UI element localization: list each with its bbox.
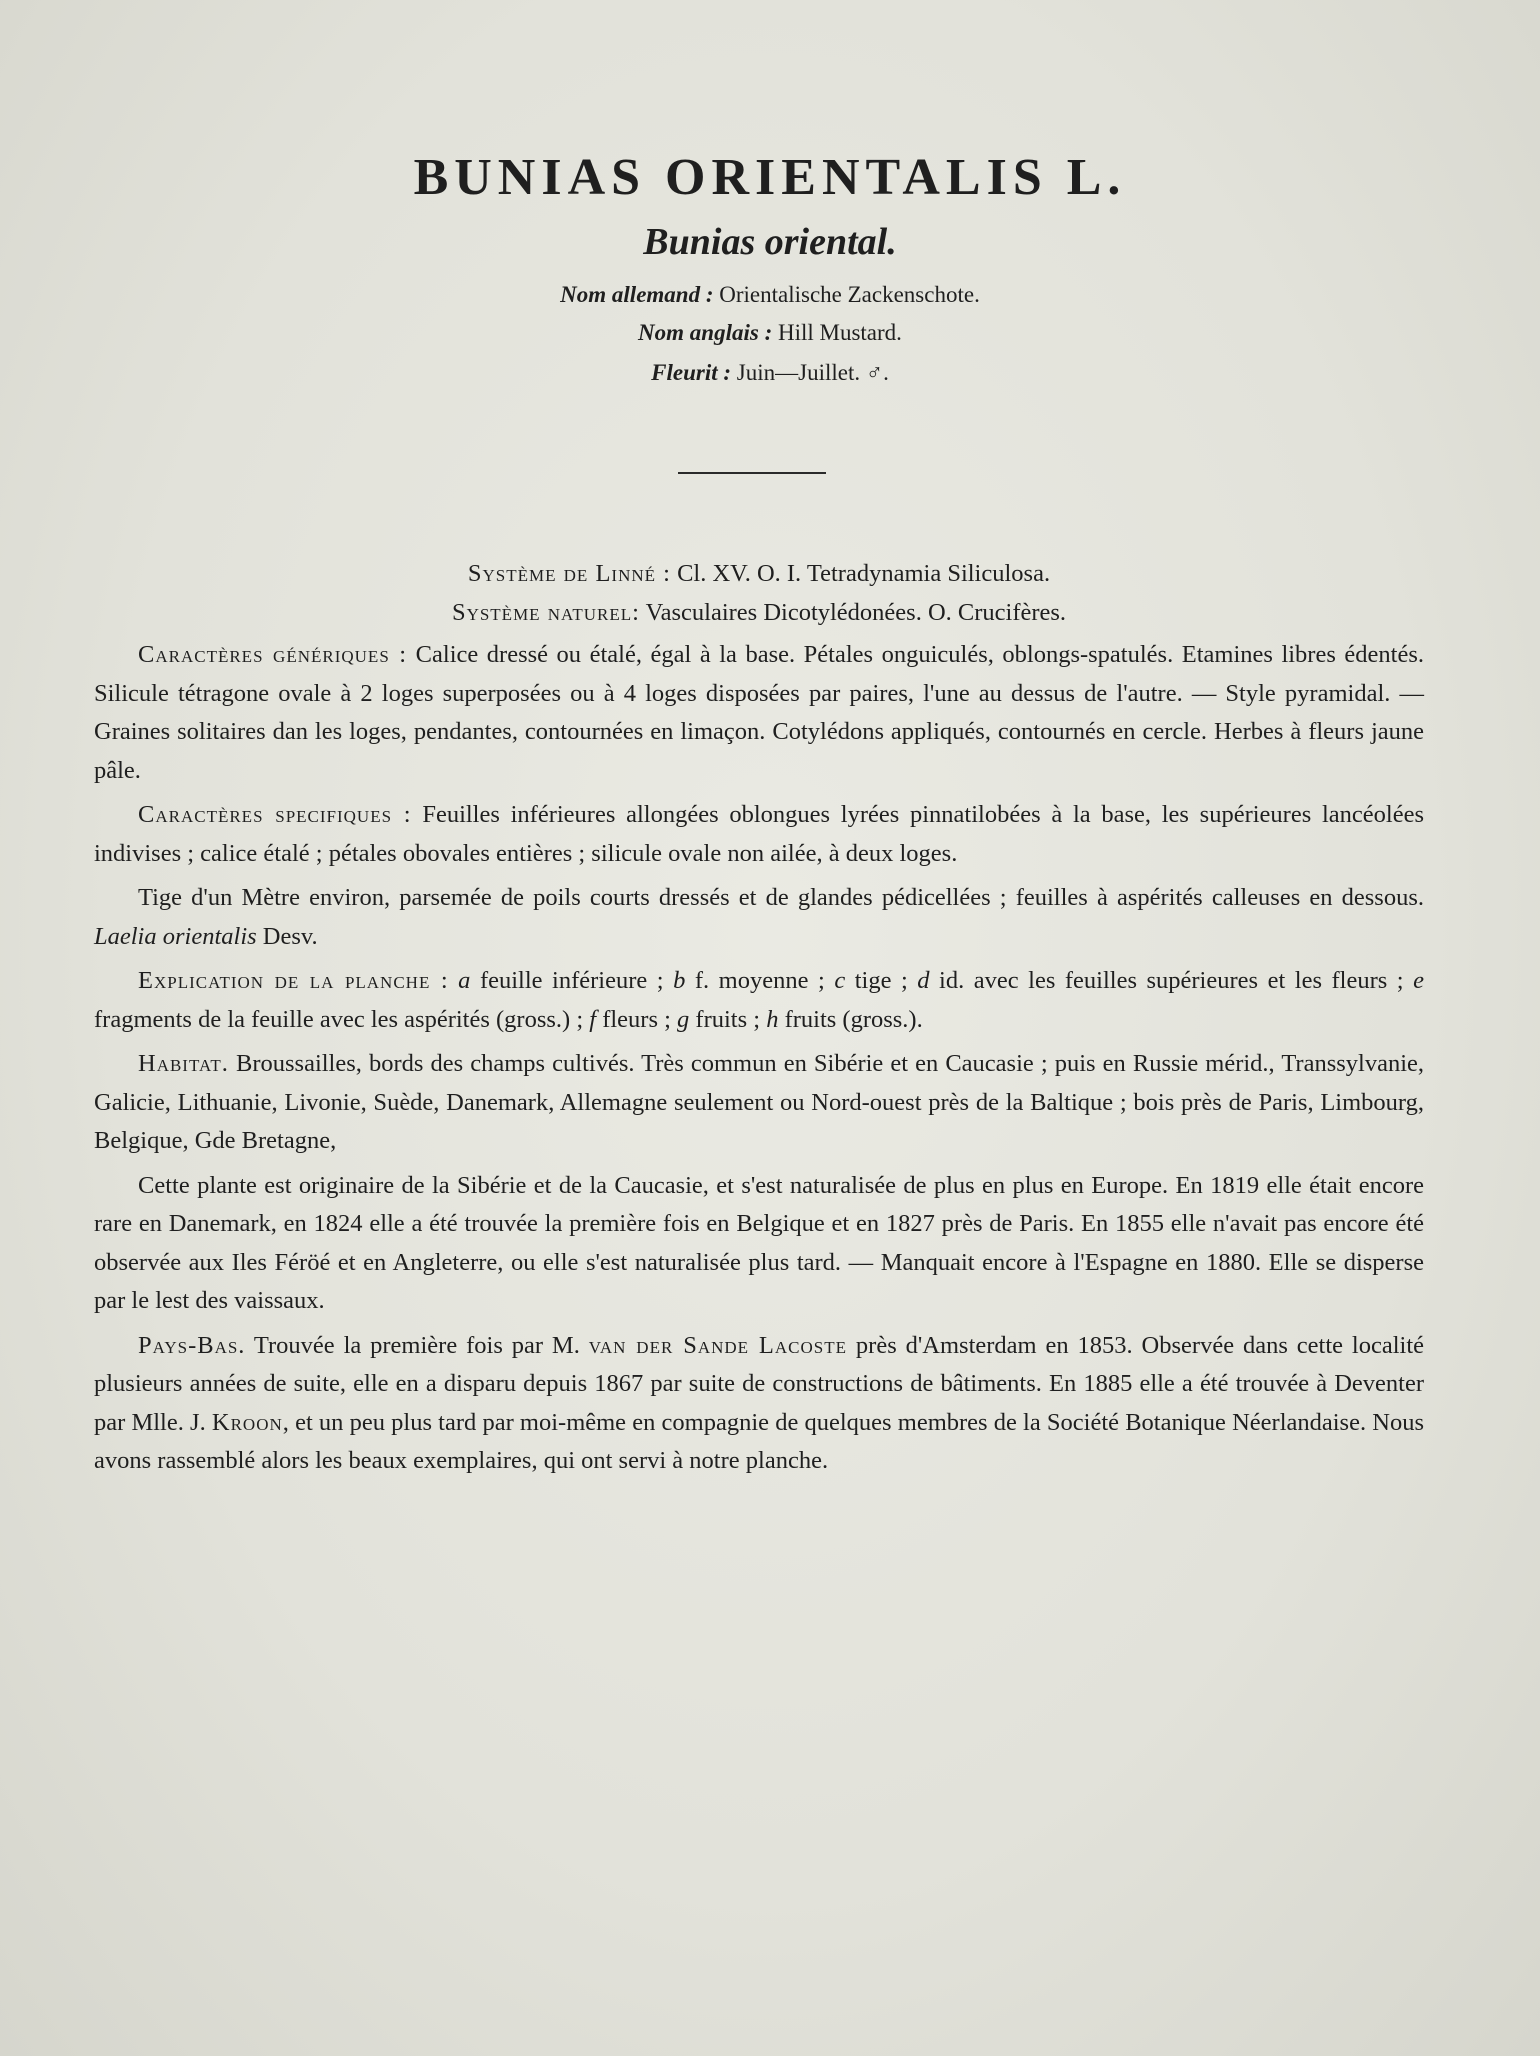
plate-letter: d (917, 967, 930, 994)
tige-paragraph (94, 879, 1424, 956)
section-text: Trouvée la première fois par M. (253, 1331, 580, 1359)
origine (94, 1167, 1424, 1321)
plate-text: f. moyenne ; (694, 967, 825, 994)
plate-letter: h (766, 1005, 779, 1033)
section-label: Système de Linné : (467, 560, 671, 587)
pays-bas (94, 1327, 1424, 1481)
plate-text: fruits (gross.). (784, 1005, 923, 1033)
page-subtitle: Bunias oriental. (643, 221, 897, 263)
section-text: Cette plante est originaire de la Sibérie et de la Caucasie, et s'est naturalisée de plus en plus en Europe. En 1819 elle était encore rare en Danemark, en 1824 elle a été trouvée la première fois en Belgique et en 1827 près de Paris. En 1855 elle n'avait pas encore été observée aux Iles Féröé et en Angleterre, ou elle s'est naturalisée plus tard. — Manquait encore à l'Espagne en 1880. Elle se disperse par le lest des vaissaux. (94, 1171, 1424, 1314)
divider-rule (678, 472, 826, 474)
document-body (94, 555, 1424, 1487)
caracteres-specifiques (94, 796, 1424, 873)
habitat (94, 1045, 1424, 1161)
plate-text: id. avec les feuilles supérieures et les fleurs ; (939, 967, 1404, 994)
section-text: Calice dressé ou étalé, égal à la base. Pétales onguiculés, oblongs-spatulés. Etamines libres édentés. Silicule tétragone ovale à 2 loges superposées ou à 4 loges disposées par paires, l'une au dessus de l'autre. — Style pyramidal. — Graines solitaires dan les loges, pendantes, contournées en limaçon. Cotylédons appliqués, contournés en cercle. Herbes à fleurs jaune pâle. (94, 641, 1425, 784)
section-text: Broussailles, bords des champs cultivés. Très commun en Sibérie et en Caucasie ; puis en Russie mérid., Transsylvanie, Galicie, Lithuanie, Livonie, Suède, Danemark, Allemagne seulement ou Nord-ouest près de la Baltique ; bois près de Paris, Limbourg, Belgique, Gde Bretagne, (94, 1050, 1425, 1154)
plate-letter: c (834, 967, 846, 994)
explication-planche (94, 962, 1424, 1039)
plate-letter: b (673, 967, 686, 994)
systeme-naturel (94, 594, 1424, 633)
meta-value: Orientalische Zackenschote. (719, 282, 980, 307)
section-label: Caractères génériques : (138, 641, 408, 668)
plate-letter: e (1413, 967, 1424, 994)
meta-nom-anglais (0, 320, 1540, 346)
meta-label: Fleurit : (651, 360, 732, 385)
plate-letter: f (589, 1005, 597, 1033)
plate-text: tige ; (854, 967, 908, 994)
caracteres-generiques (94, 636, 1424, 790)
page-title: BUNIAS ORIENTALIS L. (413, 149, 1127, 206)
section-text: près d'Amsterdam en 1853. Observée dans cette localité plusieurs années de suite, elle en a disparu depuis 1867 par suite de constructions de bâtiments. En 1885 elle a été trouvée à Deventer par Mlle. J. (94, 1331, 1425, 1436)
meta-fleurit (0, 360, 1540, 386)
section-text: Cl. XV. O. I. Tetradynamia Siliculosa. (677, 560, 1051, 587)
plate-text: fruits ; (695, 1005, 761, 1033)
systeme-linne (94, 555, 1424, 594)
section-label: Système naturel: (451, 598, 640, 626)
plate-text: fragments de la feuille avec les aspérités (gross.) ; (94, 1005, 584, 1033)
plate-letter: a (458, 967, 471, 994)
plate-text: feuille inférieure ; (479, 967, 664, 994)
meta-label: Nom allemand : (560, 282, 714, 307)
section-label: Pays-Bas. (138, 1331, 246, 1359)
person-name: Kroon (211, 1408, 283, 1436)
meta-label: Nom anglais : (638, 320, 773, 345)
section-text: Vasculaires Dicotylédonées. O. Crucifères. (645, 598, 1067, 626)
person-name: van der Sande Lacoste (588, 1331, 848, 1359)
section-text: Feuilles inférieures allongées oblongues lyrées pinnatilobées à la base, les supérieures lancéolées indivises ; calice étalé ; pétales obovales entières ; silicule ovale non ailée, à deux loges. (94, 801, 1424, 867)
meta-nom-allemand (0, 282, 1540, 308)
plate-text: fleurs ; (602, 1005, 671, 1033)
section-label: Explication de la planche : (138, 967, 449, 994)
section-label: Caractères specifiques : (138, 801, 412, 828)
meta-value: Juin—Juillet. ♂. (736, 360, 889, 385)
synonym-author: Desv. (262, 922, 318, 950)
section-label: Habitat. (138, 1050, 229, 1077)
meta-value: Hill Mustard. (777, 320, 902, 345)
section-text: Tige d'un Mètre environ, parsemée de poils courts dressés et de glandes pédicellées ; feuilles à aspérités calleuses en dessous. (138, 884, 1424, 911)
synonym: Laelia orientalis (94, 922, 257, 950)
plate-letter: g (677, 1005, 690, 1033)
section-text: , et un peu plus tard par moi-même en compagnie de quelques membres de la Société Botanique Néerlandaise. Nous avons rassemblé alors les beaux exemplaires, qui ont servi à notre planche. (94, 1408, 1424, 1474)
